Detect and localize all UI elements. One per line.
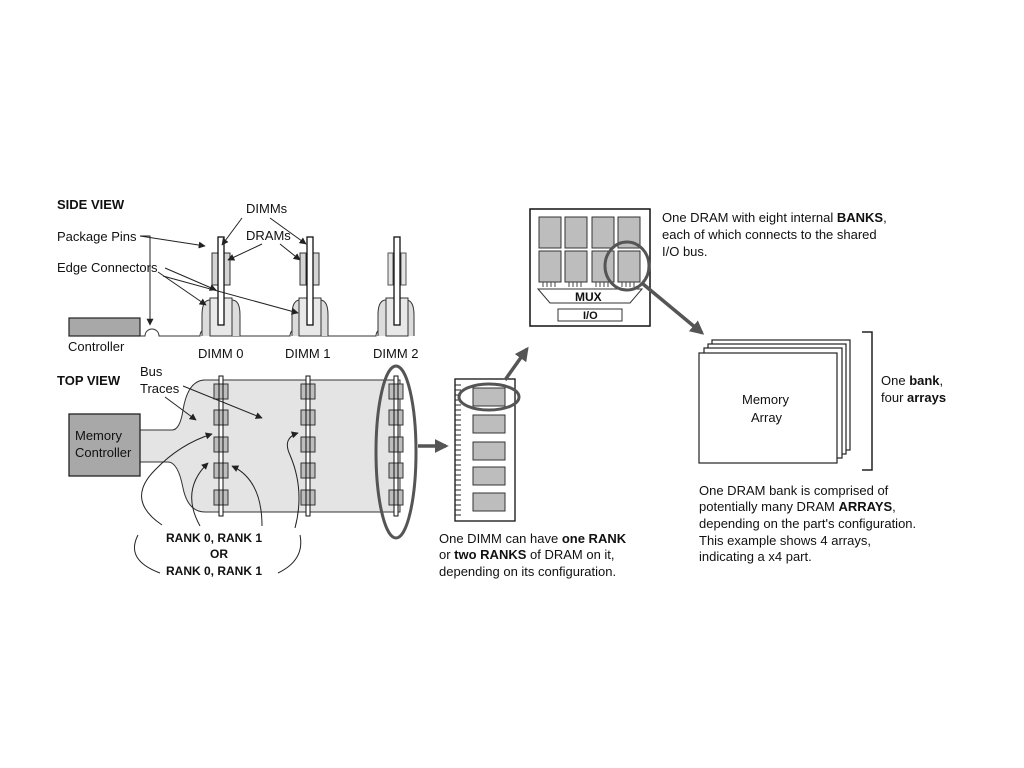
dimm-chip-2 — [473, 415, 505, 433]
top-view — [57, 364, 446, 578]
bank-caption-line-4: This example shows 4 arrays, — [699, 533, 871, 548]
top-dimm-2 — [389, 376, 403, 516]
side-view — [57, 197, 419, 361]
memory-controller-label-1: Memory — [75, 428, 122, 443]
bus-traces-region — [140, 380, 400, 512]
drams-label: DRAMs — [246, 228, 291, 243]
side-view-title: SIDE VIEW — [57, 197, 125, 212]
dimm-caption-line-1: One DIMM can have one RANK — [439, 531, 627, 546]
dram-caption-line-1: One DRAM with eight internal BANKS, — [662, 210, 887, 225]
edge-connectors-label: Edge Connectors — [57, 260, 158, 275]
memory-controller-label-2: Controller — [75, 445, 132, 460]
traces-label: Traces — [140, 381, 180, 396]
bank-detail — [699, 332, 946, 564]
top-dimm-0 — [214, 376, 228, 516]
dimm-0-label: DIMM 0 — [198, 346, 244, 361]
dimm-chip-5 — [473, 493, 505, 511]
rank-label-2: RANK 0, RANK 1 — [166, 564, 263, 578]
to-bank-arrow — [643, 284, 702, 333]
bank-side-label-2: four arrays — [881, 390, 947, 405]
package-pins-label: Package Pins — [57, 229, 137, 244]
top-dimm-1 — [301, 376, 315, 516]
bank-caption-line-2: potentially many DRAM ARRAYS, — [699, 499, 896, 514]
side-dimm-2 — [378, 237, 414, 336]
bank-side-label-1: One bank, — [881, 373, 944, 388]
bus-label: Bus — [140, 364, 163, 379]
side-controller — [69, 318, 140, 336]
mux-label: MUX — [575, 290, 602, 304]
dimm-pins — [455, 385, 461, 515]
to-dram-arrow — [505, 349, 527, 380]
dimm-caption-line-3: depending on its configuration. — [439, 564, 617, 579]
side-controller-label: Controller — [68, 339, 125, 354]
rank-label-1: RANK 0, RANK 1 — [166, 531, 263, 545]
dimm-1-label: DIMM 1 — [285, 346, 331, 361]
dram-caption-line-2: each of which connects to the shared — [662, 227, 877, 242]
dimm-chip-1 — [473, 388, 505, 406]
dimm-detail — [439, 349, 627, 579]
dimm-2-label: DIMM 2 — [373, 346, 419, 361]
bank-caption-line-3: depending on the part's configuration. — [699, 516, 917, 531]
bank-caption-line-1: One DRAM bank is comprised of — [699, 483, 889, 498]
io-label: I/O — [583, 310, 598, 322]
bank-caption-line-5: indicating a x4 part. — [699, 549, 812, 564]
side-bus-line — [140, 328, 396, 336]
dram-detail — [530, 209, 887, 333]
top-view-title: TOP VIEW — [57, 373, 121, 388]
memory-array-label-2: Array — [751, 410, 783, 425]
memory-array-1 — [699, 353, 837, 463]
dimm-chip-3 — [473, 442, 505, 460]
memory-array-label-1: Memory — [742, 392, 789, 407]
side-dimm-1 — [292, 237, 328, 336]
dimm-chip-4 — [473, 467, 505, 485]
bank-bracket — [862, 332, 872, 470]
dimm-caption-line-2: or two RANKS of DRAM on it, — [439, 547, 615, 562]
dram-caption-line-3: I/O bus. — [662, 244, 708, 259]
dimms-label: DIMMs — [246, 201, 288, 216]
rank-or-label: OR — [210, 547, 228, 561]
